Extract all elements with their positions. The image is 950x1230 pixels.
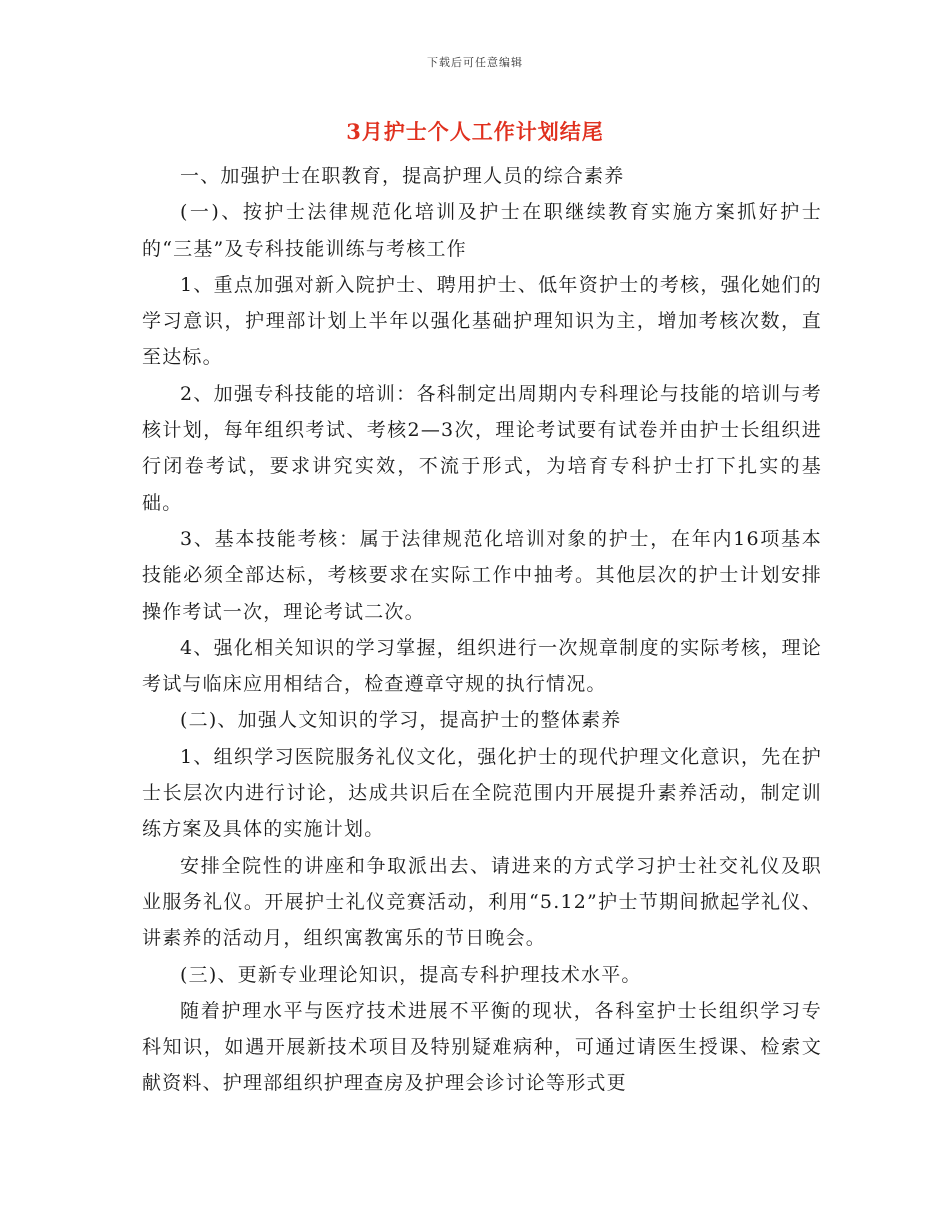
paragraph-item-3: 3、基本技能考核：属于法律规范化培训对象的护士，在年内16项基本技能必须全部达标，考核要求在实际工作中抽考。其他层次的护士计划安排操作考试一次，理论考试二次。	[142, 527, 822, 623]
subsection-heading-3: (三)、更新专业理论知识，提高专科护理技术水平。	[180, 963, 642, 986]
section-heading-1: 一、加强护士在职教育，提高护理人员的综合素养	[180, 165, 625, 187]
paragraph-item-2: 2、加强专科技能的培训：各科制定出周期内专科理论与技能的培训与考核计划，每年组织考试、考核2—3次，理论考试要有试卷并由护士长组织进行闭卷考试，要求讲究实效，不流于形式，为培育专科护士打下扎实的基础。	[142, 382, 822, 514]
subsection-heading-1: (一)、按护士法律规范化培训及护士在职继续教育实施方案抓好护士的“三基”及专科技能训练与考核工作	[142, 201, 822, 260]
paragraph-item-4: 4、强化相关知识的学习掌握，组织进行一次规章制度的实际考核，理论考试与临床应用相结合，检查遵章守规的执行情况。	[142, 636, 822, 696]
paragraph-item-6: 安排全院性的讲座和争取派出去、请进来的方式学习护士社交礼仪及职业服务礼仪。开展护士礼仪竞赛活动，利用“5.12”护士节期间掀起学礼仪、讲素养的活动月，组织寓教寓乐的节日晚会。	[142, 854, 822, 950]
header-note: 下载后可任意编辑	[427, 56, 523, 69]
document-title: 3月护士个人工作计划结尾	[346, 119, 604, 144]
document-body	[142, 158, 822, 1102]
paragraph-item-1: 1、重点加强对新入院护士、聘用护士、低年资护士的考核，强化她们的学习意识，护理部计划上半年以强化基础护理知识为主，增加考核次数，直至达标。	[142, 273, 822, 369]
paragraph-item-7: 随着护理水平与医疗技术进展不平衡的现状，各科室护士长组织学习专科知识，如遇开展新技术项目及特别疑难病种，可通过请医生授课、检索文献资料、护理部组织护理查房及护理会诊讨论等形式更	[142, 999, 822, 1095]
subsection-heading-2: (二)、加强人文知识的学习，提高护士的整体素养	[180, 709, 622, 732]
paragraph-item-5: 1、组织学习医院服务礼仪文化，强化护士的现代护理文化意识，先在护士长层次内进行讨论，达成共识后在全院范围内开展提升素养活动，制定训练方案及具体的实施计划。	[142, 745, 822, 841]
